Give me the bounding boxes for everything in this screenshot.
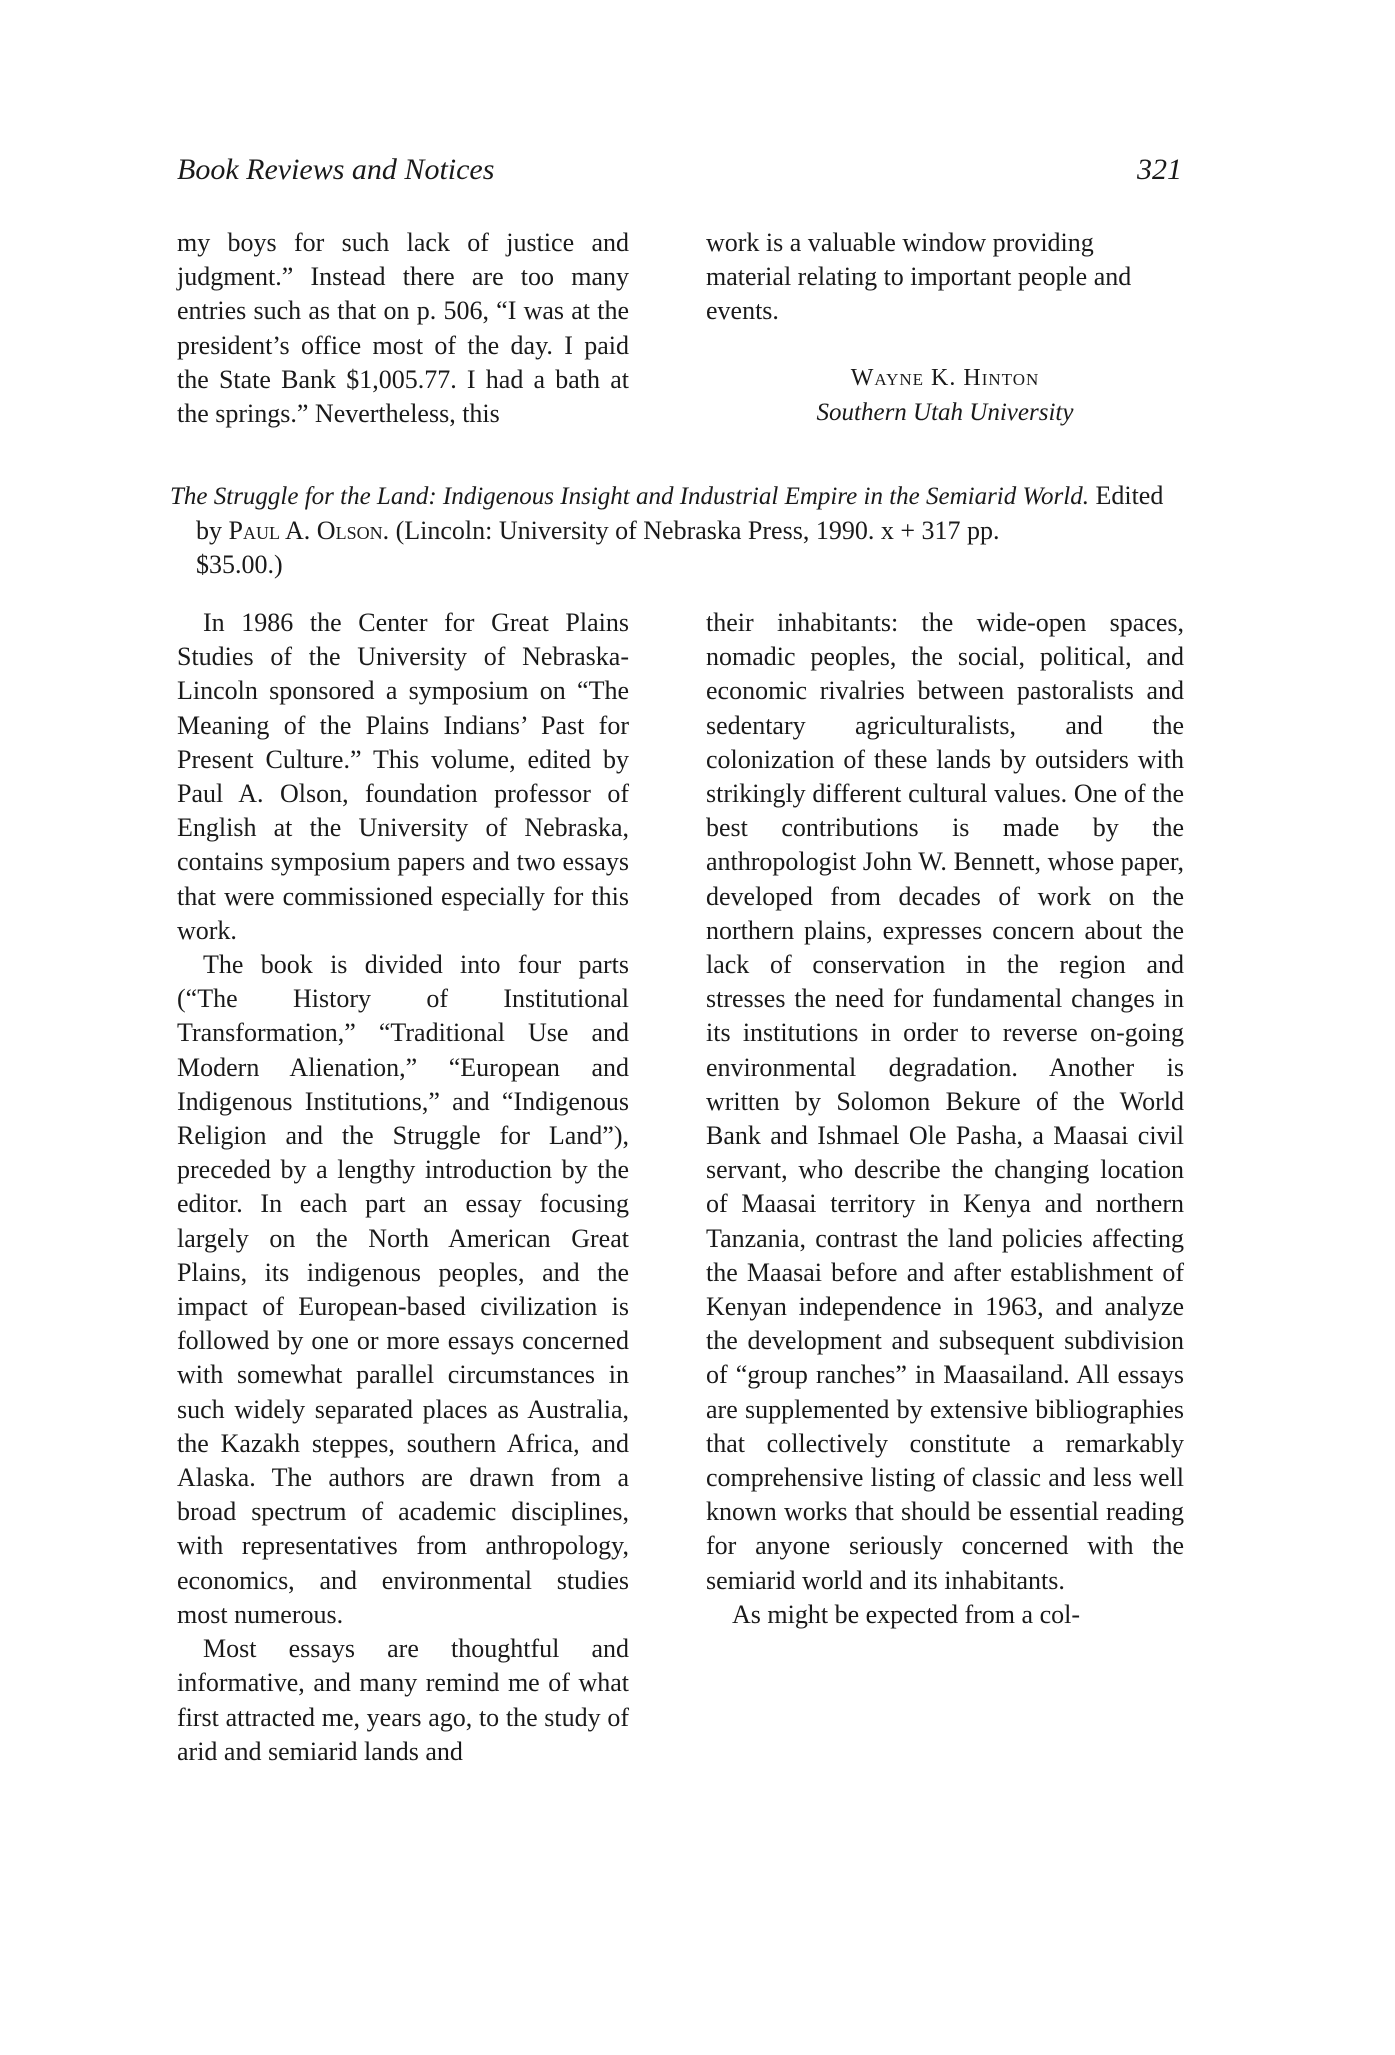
review-paragraph: In 1986 the Center for Great Plains Studies of the University of Nebraska-Lincoln sponsored a symposium on “The Meaning of the Plains Indians’ Past for Present Culture.” This volume, edited by Paul A. Olson, foundation professor of English at the University of Nebraska, contains symposium papers and two essays that were commissioned especially for this work. [177, 608, 629, 945]
previous-review-right-column [706, 226, 1184, 329]
reviewer-affiliation: Southern Utah University [816, 399, 1074, 426]
running-head [177, 153, 1182, 187]
previous-review-left-column [177, 226, 629, 431]
book-editor: Paul A. Olson. [228, 516, 390, 545]
section-title: Book Reviews and Notices [177, 153, 495, 186]
by-label: by [196, 516, 222, 545]
review-paragraph: Most essays are thoughtful and informative, and many remind me of what first attracted me, years ago, to the study of arid and semiarid lands and [177, 1634, 629, 1766]
book-price: $35.00.) [196, 550, 283, 579]
review-paragraph: their inhabitants: the wide-open spaces, nomadic peoples, the social, political, and economic rivalries between pastoralists and sedentary agriculturalists, and the colonization of these lands by outsiders with strikingly different cultural values. One of the best contributions is made by the anthropologist John W. Bennett, whose paper, developed from decades of work on the northern plains, expresses concern about the lack of conservation in the region and stresses the need for fundamental changes in its institutions in order to reverse on-going environmental degradation. Another is written by Solomon Bekure of the World Bank and Ishmael Ole Pasha, a Maasai civil servant, who describe the changing location of Maasai territory in Kenya and northern Tanzania, contrast the land policies affecting the Maasai before and after establishment of Kenyan independence in 1963, and analyze the development and subsequent subdivision of “group ranches” in Maasailand. All essays are supplemented by extensive bibliographies that collectively constitute a remarkably comprehensive listing of classic and less well known works that should be essential reading for anyone seriously concerned with the semiarid world and its inhabitants. [706, 608, 1184, 1595]
review-paragraph: The book is divided into four parts (“The History of Institutional Transformation,” “Traditional Use and Modern Alienation,” “European and Indigenous Institutions,” and “Indigenous Religion and the Struggle for Land”), preceded by a lengthy introduction by the editor. In each part an essay focusing largely on the North American Great Plains, its indigenous peoples, and the impact of European-based civilization is followed by one or more essays concerned with somewhat parallel circumstances in such widely separated places as Australia, the Kazakh steppes, southern Africa, and Alaska. The authors are drawn from a broad spectrum of academic disciplines, with representatives from anthropology, economics, and environmental studies most numerous. [177, 950, 629, 1629]
book-title: The Struggle for the Land: Indigenous Insight and Industrial Empire in the Semiarid World. [170, 483, 1089, 510]
book-citation [170, 479, 1190, 582]
review-left-column [177, 606, 629, 1769]
reviewer-name: Wayne K. Hinton [850, 365, 1040, 391]
edited-label: Edited [1095, 481, 1164, 510]
page-number: 321 [1137, 153, 1182, 186]
review-right-column [706, 606, 1184, 1632]
review-paragraph: As might be expected from a col- [732, 1599, 1080, 1629]
previous-review-closing-text: work is a valuable window providing material relating to important people and events. [706, 228, 1132, 326]
previous-review-text: my boys for such lack of justice and judgment.” Instead there are too many entries such as that on p. 506, “I was at the president’s office most of the day. I paid the State Bank $1,005.77. I had a bath at the springs.” Nevertheless, this [177, 228, 629, 429]
publication-info: (Lincoln: University of Nebraska Press, 1990. x + 317 pp. [395, 516, 1000, 545]
